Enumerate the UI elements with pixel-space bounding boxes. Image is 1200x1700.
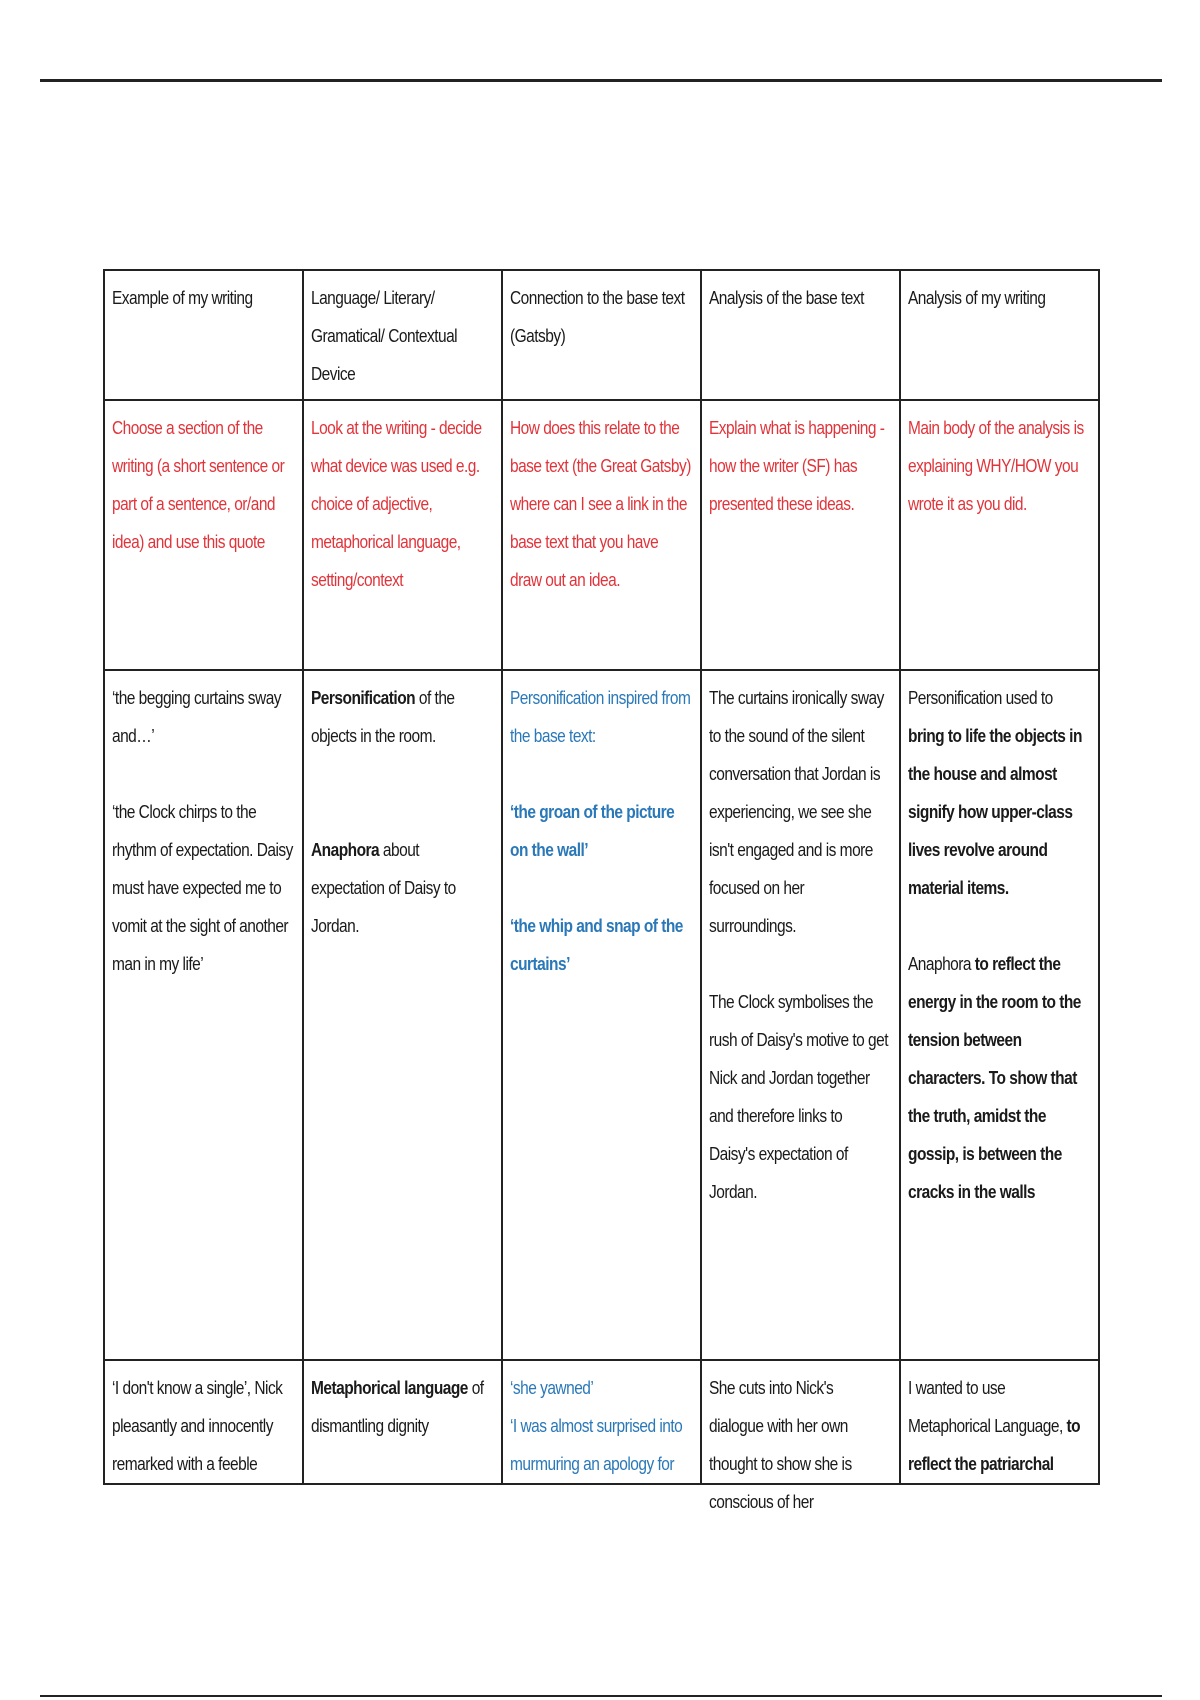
header-cell [701, 270, 900, 400]
example-cell [104, 670, 303, 1360]
connection-quote: ‘the whip and snap of the curtains’ [510, 916, 683, 974]
guidance-device: Look at the writing - decide what device was used e.g. choice of adjective, metaphorical language, setting/context [311, 418, 482, 590]
my-analysis-cell [900, 670, 1099, 1360]
entry-row-1 [104, 670, 1099, 1360]
example-quote: ‘the begging curtains sway and…’ [112, 688, 282, 746]
guidance-cell [701, 400, 900, 670]
header-cell [900, 270, 1099, 400]
my-analysis-text: Personification used to [908, 688, 1053, 708]
header-cell [303, 270, 502, 400]
device-detail: about expectation of Daisy to Jordan. [311, 840, 456, 936]
example-quote: ‘the Clock chirps to the rhythm of expectation. Daisy must have expected me to vomit at the sight of another man in my life’ [112, 802, 293, 974]
analysis-table [103, 269, 1100, 1512]
connection-quote: ‘she yawned’ [510, 1378, 594, 1398]
example-quote: ‘I don't know a single’, Nick pleasantly and innocently remarked with a feeble [112, 1378, 283, 1474]
my-analysis-emphasis: to reflect the patriarchal [908, 1416, 1081, 1474]
connection-cell [502, 1360, 701, 1484]
header-cell [502, 270, 701, 400]
guidance-cell [104, 400, 303, 670]
base-analysis-cell [701, 1360, 900, 1512]
device-name: Metaphorical language [311, 1378, 468, 1398]
bottom-rule [40, 1695, 1162, 1697]
header-example-label: Example of my writing [112, 288, 253, 308]
connection-quote: ‘the groan of the picture on the wall’ [510, 802, 675, 860]
my-analysis-cell [900, 1360, 1099, 1484]
device-detail: of dismantling dignity [311, 1378, 484, 1436]
device-name: Personification [311, 688, 416, 708]
device-detail: of the objects in the room. [311, 688, 455, 746]
device-name: Anaphora [311, 840, 380, 860]
guidance-example: Choose a section of the writing (a short sentence or part of a sentence, or/and idea) and use this quote [112, 418, 285, 552]
device-cell [303, 1360, 502, 1484]
header-cell [104, 270, 303, 400]
base-analysis-cell [701, 670, 900, 1360]
header-row [104, 270, 1099, 400]
guidance-base-analysis: Explain what is happening - how the writer (SF) has presented these ideas. [709, 418, 885, 514]
guidance-cell [900, 400, 1099, 670]
header-device-label: Language/ Literary/ Gramatical/ Contextual Device [311, 288, 458, 384]
guidance-connection: How does this relate to the base text (the Great Gatsby) where can I see a link in the base text that you have draw out an idea. [510, 418, 691, 590]
top-rule [40, 79, 1162, 82]
header-connection-label: Connection to the base text (Gatsby) [510, 288, 685, 346]
connection-intro: Personification inspired from the base text: [510, 688, 691, 746]
guidance-cell [502, 400, 701, 670]
guidance-row [104, 400, 1099, 670]
guidance-my-analysis: Main body of the analysis is explaining WHY/HOW you wrote it as you did. [908, 418, 1084, 514]
my-analysis-emphasis: to reflect the energy in the room to the tension between characters. To show that the truth, amidst the gossip, is between the cracks in the walls [908, 954, 1081, 1202]
device-cell [303, 670, 502, 1360]
base-analysis-text: She cuts into Nick's dialogue with her own thought to show she is conscious of her [709, 1378, 852, 1512]
connection-cell [502, 670, 701, 1360]
header-base-analysis-label: Analysis of the base text [709, 288, 864, 308]
guidance-cell [303, 400, 502, 670]
my-analysis-text: I wanted to use Metaphorical Language, [908, 1378, 1067, 1436]
base-analysis-text: The curtains ironically sway to the sound of the silent conversation that Jordan is experiencing, we see she isn't engaged and is more focused on her surroundings. [709, 688, 884, 936]
example-cell [104, 1360, 303, 1484]
entry-row-2 [104, 1360, 1099, 1484]
my-analysis-text: Anaphora [908, 954, 975, 974]
base-analysis-text: The Clock symbolises the rush of Daisy's motive to get Nick and Jordan together and therefore links to Daisy's expectation of Jordan. [709, 992, 889, 1202]
my-analysis-emphasis: bring to life the objects in the house and almost signify how upper-class lives revolve around material items. [908, 726, 1082, 898]
header-my-analysis-label: Analysis of my writing [908, 288, 1046, 308]
connection-quote: ‘I was almost surprised into murmuring an apology for [510, 1416, 683, 1474]
